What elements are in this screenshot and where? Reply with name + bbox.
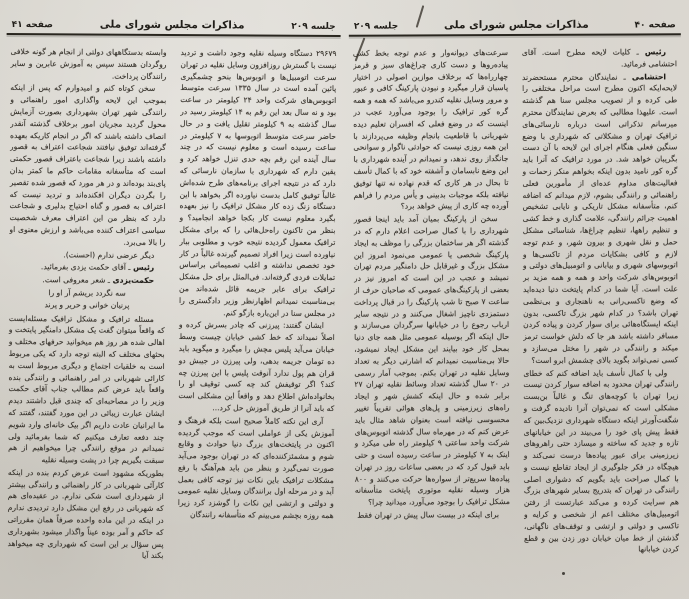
header-rule [349, 33, 681, 36]
paragraph: ولی با کمال تأسف باید اضافه کنم که خطای رانندگی تهران محدود به اضافه سوار کردن نیست زیرا تهران با کوچه‌های تنگ و غالباً بن‌بست مشکلی است که نمی‌توان آنرا نادیده گرفت و شگفت‌آورتر اینکه دستگاه شهرداری نزدیک‌بین که فقط پیش پای خود را می‌بیند در این خیابانهای تازه و جدید که ساخته و میسازد حتی راهروهای زیرزمینی برای عبور پیاده‌ها درست نمی‌کند و هیچگاه در فکر جلوگیری از ایجاد تقاطع نیست و با کمال صراحت باید بگویم که دشواری اصلی رانندگی در تهران که بتدریج بسایر شهرهای بزرگ هم سرایت کرده و می‌کند عبارتست از رفتن اتومبیل‌های مختلف اعم از شخصی و کرایه و تاکسی و دولتی و ارتشی و توقف‌های ناگهانی، گذشتن از خط میان خیابان دور زدن بین و قطع کردن خیابانها [523, 367, 680, 554]
paragraph: مسئله ترافیک و مشکل ترافیک مسئله‌ایست که واقعاً میتوان گفت یک مشکل دامنگیر پایتخت و اهالی شده هر روز هم میخوانید حرفهای مختلف و بحثهای مختلف که البته توجه دارد که یکی مربوط است به خلقیات اجتماع و دیگری مربوط است به کارائی شهربانی در امر راهنمائی و رانندگی بنده واقعاً باید عرض کنم مطالب جناب آقای حکمت وزیر را در مصاحبه‌ای که چندی قبل داشتند دیدم ایشان عبارت زیبائی در این مورد گفتند، گفتند که ما ایرانیان عادت داریم اگر بیک خانه‌ای وارد شویم چند دفعه تعارف میکنیم که شما بفرمائید ولی نمیدانم در موقع رانندگی چرا میخواهیم از هم سبقت بگیریم چرا در پشت وسیله نقلیه [8, 313, 165, 466]
page-left [0, 0, 344, 599]
verse-line: سه نگردد بریشم آر او را [48, 288, 126, 298]
paragraph: رئیس ـ آقای حکمت یزدی بفرمائید. [40, 262, 155, 273]
paragraph: حکمت‌یزدی ـ شعر معروفی است. [42, 275, 155, 286]
header-rule [7, 33, 341, 37]
paragraph: ۲۹۶۷۹ دستگاه وسیله نقلیه وجود داشت و تردید نیست با گسترش روزافزون وسایل نقلیه در تهران سرعت اتومبیل‌ها و اتوبوس‌ها بنحو چشمگیری پائین آمده است در سال ۱۳۳۵ سرعت متوسط اتوبوس‌های شرکت واحد ۲۴ کیلومتر در ساعت بود و نه سال بعد این رقم به ۱۴ کیلومتر رسید در سال گذشته به ۹ کیلومتر تقلیل یافت و در حال حاضر سرعت متوسط اتوبوسها به ۷ کیلومتر در ساعت رسیده است و معلوم نیست که در چند سال آینده این رقم بچه حدی تنزل خواهد کرد و یقین دارم که شهرداری با سازمان نارسائی که دارد که در نتیجه اجرای برنامه‌های طرح شده‌اش غالباً توفیق کامل بدست نیاورده اگر بخواهد با این دستگاه زنگ زده کار مشکل ترافیک را نیز بعهده بگیرد معلوم نیست کار بکجا خواهد انجامید؟ و بنظر من تاکنون راه‌حل‌هائی را که برای مشکل ترافیک معمول گردیده نتیجه خوب و مطلوبی ببار نیاورده است زیرا افراد تصمیم گیرنده غالباً در کار خود تخصص نداشته و اغلب تصمیماتی براساس تمایلات فردی گرفته‌اند. فی‌المثل برای حل مشکل ترافیک برای عابر جریمه قائل شده‌اند من بی‌مناسبت نمیدانم اظهارنظر وزیر دادگستری را در مجلس سنا در این‌باره بازگو کنم. [178, 48, 337, 318]
header-right-label: جلسه ۲۰۹ [291, 21, 336, 32]
paragraph: وابسته بدستگاههای دولتی از انجام هر گونه خلافی روگردان هستند سپس به آموزش عابرین و سایر رانندگان پرداخت. [10, 47, 167, 81]
paragraph: آری این نکته کاملاً صحیح است بلکه فرهنگ و آموزش یکی از عواملی است که موجب گردیده اکنون در پایتخت‌های بزرگ دنیا حوادث و وقایع شوم و مشمئزکننده‌ای که در تهران بوجود می‌آید صورت نمی‌گیرد و بنظر من باید هم‌آهنگ با رفع مشکلات ترافیک باین نکات نیز توجه کافی بعمل آید و در مرحله اول برانندگان وسایل نقلیه عمومی و دولتی و ارتشی این نکات را گوشزد کرد زیرا همه روزه بچشم می‌بینم که متأسفانه رانندگان [177, 415, 335, 521]
page-header [4, 18, 344, 32]
verse-line: پرنیان خوانی و حریر و پرند [44, 299, 130, 310]
columns [7, 46, 336, 584]
text-column [353, 47, 510, 584]
paragraph: رئیس ـ کلیات لایحه مطرح است. آقای احتشامی فرمائید. [521, 47, 677, 69]
text-column [522, 46, 679, 583]
header-right-label: صفحه ۴۰ [634, 20, 676, 31]
page-right [346, 0, 687, 599]
paragraph: برای اینکه در بیست سال پیش در تهران فقط [357, 510, 499, 520]
columns [353, 46, 679, 583]
paragraph: بطوریکه مشهود است عرض کردم بنده در اینکه کارآئی شهربانی در کار راهنمائی و رانندگی بیشتر از شهرداری است شکی ندارم. در عقیده‌ای هم که شهربانی در رفع این مشکل دارد تردیدی ندارم در اینکه در این ماده واحده صرفاً همان مقرراتی که حاکم و آمر بوده عیناً واگذار میشود بشهرداری پس سؤال بر این است که شهرداری چه میخواهد بکند آیا [7, 467, 164, 561]
page-header [346, 18, 684, 31]
header-left-label: صفحه ۴۱ [11, 20, 53, 31]
paragraph: ایشان گفتند: پیرزنی که چادر بسرش کرده و اصلاً نمیداند که خط کشی خیابان چیست وسط خیابان می‌آید پلیس مچش را میگیرد و میگوید باید ده تومان جریمه بدهی، ولی پیرزن در جیبش دو قران هم پول ندارد آنوقت پلیس با این پیرزن چه کند؟ اگر توقیفش کند چه کسی توقیف او را بخانواده‌اش اطلاع دهد و واقعاً این مشکلی است که باید آنرا از طریق آموزش حل کرد... [178, 320, 335, 413]
speaker-name: رئیس [638, 47, 666, 57]
paragraph: سرعت‌های دیوانه‌وار و عدم توجه بخط کشی پیاده‌روها و دست کاری چراغ‌های سبز و قرمز چهارراه‌ها که برخلاف موازین اصولی در اختیار پاسبان قرار میگیرد و نبودن پارکینگ کافی و عبور و مرور وسایل نقلیه کندرو می‌باشد که همه و همه گره کور ترافیک را بوجود می‌آورد عجب در اینست که در وضع فعلی که افسران تعلیم دیده شهربانی با قاطعیت بانجام وظیفه می‌پردازند با این همه روزی نیست که حوادثی ناگوار و سوانحی جانگداز روی ندهد، و نمیدانم در آینده شهرداری با این وضع نابسامان و آشفته خود که با کمال تأسف تا بحال در هر کاری که قدم نهاده نه تنها توفیق نیافته بلکه موجبات بدبینی و یأس مردم را فراهم آورده چه کاری از پیش خواهد برد؟ [352, 48, 509, 211]
speaker-name: رئیس [130, 263, 155, 273]
journal-title: مذاکرات مجلس شورای ملی [99, 18, 245, 32]
header-left-label: جلسه ۲۰۹ [353, 21, 399, 32]
journal-title: مذاکرات مجلس شورای ملی [443, 18, 589, 32]
poetry-couplet [9, 287, 165, 312]
speaker-name: احتشامی [625, 71, 667, 82]
paragraph: سخن از پارکینگ بمیان آمد باید اینجا قصور شهرداری را با کمال صراحت اعلام دارم که در گذشته اگر هر ساختمان بزرگی را موظف به ایجاد پارکینگ شخصی یا عمومی می‌نمود امروز این مشکل بزرگ و غیرقابل حل دامنگیر مردم تهران نمیشد و عجب در این است که امروز نیز در بعضی از پارکینگ‌های عمومی که صاحبان حرف از ساعت ۷ صبح تا شب پارکینگ را در قبال پرداخت دستمزدی ناچیز اشغال می‌کنند و در نتیجه سایر ارباب رجوع را در خیابانها سرگردان می‌سازند و حال اینکه اگر بوسیله عمومی مثل همه جای دنیا بمحل کار خود بیایند این مشکل ایجاد نمیشود، حالا بی‌مناسبت نمیدانم که اشارتی دیگر به تعداد وسایل نقلیه در تهران بکنم. بموجب آمار رسمی در ۲۰ سال گذشته تعداد وسائط نقلیه تهران ۲۷ برابر شده و حال اینکه کشش شهر و ایجاد راه‌های زیرزمینی و پل‌های هوائی تقریباً تغییر محسوسی نیافته است بعنوان شاهد مثال باید عرض کنم که در مهرماه سال گذشته اتوبوس‌های شرکت واحد ساعتی ۹ کیلومتر راه طی میکرد و اینک به ۷ کیلومتر در ساعت رسیده است و حتی باید قبول کرد که در بعضی ساعات روز در تهران پیاده‌ها سریع‌تر از سواره‌ها حرکت می‌کنند و ۸۰۰ هزار وسیله نقلیه موتوری پایتخت متأسفانه مشکل ترافیک را بوجود می‌آورد، میدانید چرا؟ [353, 214, 510, 507]
text-column [7, 46, 166, 583]
paragraph: احتشامی ـ نمایندگان محترم مستحضرند لایحه‌ایکه اکنون مطرح است مراحل مختلفی را طی کرده و از تصویب مجلس سنا هم گذشته است. علیهذا مطالبی که بعرض نمایندگان محترم میرسانم تذکراتی است درباره نارسائی‌های ترافیک تهران و مشکلاتی که شهرداری با وضع سنگین فعلی هنگام اجرای این لایحه با آن دست بگریبان خواهد شد. در مورد ترافیک که آنرا باید گره کور نامید بدون اینکه بخواهم منکر زحمات و فعالیت‌های مداوم عده‌ای از مأمورین فعلی راهنمائی و رانندگی بشوم، لازم میدانم که اضافه کنم، متأسفانه مشکل تاریکی و نایابی تشخیص اهمیت جرائم رانندگی، علامت گذاری و خط کشی و تنظیم راهها، تنظیم چراغ‌ها، شناسائی مشکل حمل و نقل شهری و بیرون شهر، و عدم توجه لازم و کافی بشکایات مردم از تاکسی‌ها و اتوبوسهای شهری و بیابانی و اتومبیل‌های دولتی و اتوبوس‌های شرکت واحد و همه و همه مزید بر علت است. آیا شما در کدام پایتخت دنیا دیده‌اید که وضع تاکسی‌رانی به ناهنجاری و بی‌نظمی تهران باشد؟ در کدام شهر بزرگ تاکسی، بدون اینکه ایستگاه‌هائی برای سوار کردن و پیاده کردن مسافر داشته باشد هر جا که دلش خواست ترمز میکند و رانندگی در شهر را مختل می‌سازد و کسی نمی‌تواند بگوید بالای چشمش ابرو است؟ [522, 71, 679, 365]
text-column [177, 47, 336, 584]
speaker-name: حکمت‌یزدی [109, 275, 155, 286]
paragraph: دیگر عرضی ندارم (احسنت). [63, 249, 155, 260]
paragraph: سخن کوتاه کنم و امیدوارم که پس از اینکه بموجب این لایحه واگذاری امور راهنمائی و رانندگی شهر تهران بشهرداری بصورت آزمایش محول گردید مجریان امور برخلاف گذشته آنقدر انصاف داشته باشند که اگر در انجام کاریکه بعهده گرفته‌اند توفیق نیافتند شجاعت اعتراف به قصور داشته باشند زیرا شجاعت باعتراف قصور حکمتی است که متأسفانه مقامات حاکم ما کمتر بدان پای‌بند بوده‌اند و در هر مورد که قصور شده تقصیر را بگردن دیگران افکنده‌اند و تردید نیست که اعتراف به قصور و گناه احتیاج بدلیری و شجاعت دارد که بنظر من این اعتراف معرف شخصیت سیاسی اعتراف کننده می‌باشد و ارزش معنوی او را بالا می‌برد. [9, 83, 167, 247]
